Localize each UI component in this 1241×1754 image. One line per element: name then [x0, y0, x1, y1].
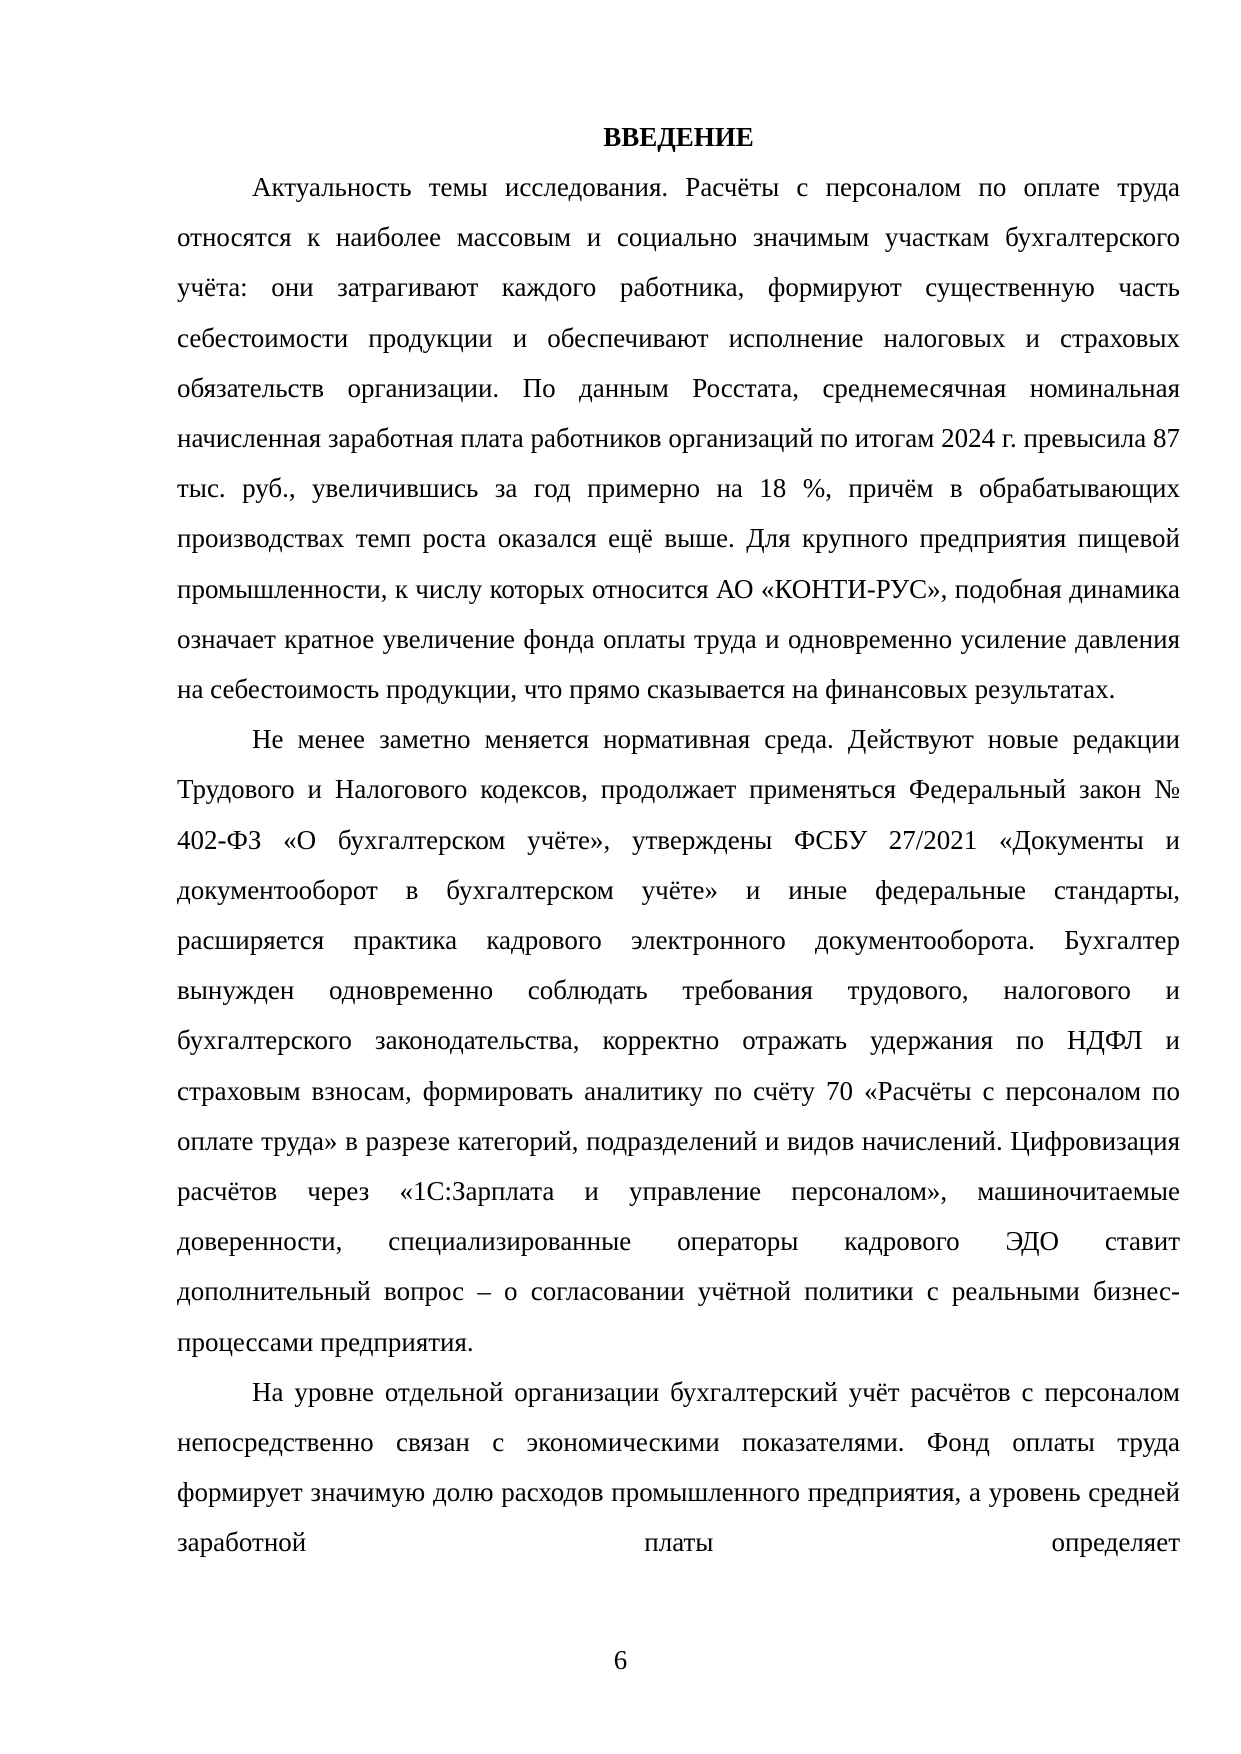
section-heading: ВВЕДЕНИЕ: [603, 122, 754, 152]
paragraph-regulatory: Не менее заметно меняется нормативная среда. Действуют новые редакции Трудового и Налогового кодексов, продолжает применяться Федеральный закон № 402-ФЗ «О бухгалтерском учёте», утверждены ФСБУ 27/2021 «Документы и документооборот в бухгалтерском учёте» и иные федеральные стандарты, расширяется практика кадрового электронного документооборота. Бухгалтер вынужден одновременно соблюдать требования трудового, налогового и бухгалтерского законодательства, корректно отражать удержания по НДФЛ и страховым взносам, формировать аналитику по счёту 70 «Расчёты с персоналом по оплате труда» в разрезе категорий, подразделений и видов начислений. Цифровизация расчётов через «1С:Зарплата и управление персоналом», машиночитаемые доверенности, специализированные операторы кадрового ЭДО ставит дополнительный вопрос – о согласовании учётной политики с реальными бизнес-процессами предприятия.: [177, 724, 1180, 1357]
paragraph-organization: На уровне отдельной организации бухгалтерский учёт расчётов с персоналом непосредственно связан с экономическими показателями. Фонд оплаты труда формирует значимую долю расходов промышленного предприятия, а уровень средней заработной платы определяет: [177, 1376, 1180, 1558]
paragraph-relevance: Актуальность темы исследования. Расчёты с персоналом по оплате труда относятся к наиболее массовым и социально значимым участкам бухгалтерского учёта: они затрагивают каждого работника, формируют существенную часть себестоимости продукции и обеспечивают исполнение налоговых и страховых обязательств организации. По данным Росстата, среднемесячная номинальная начисленная заработная плата работников организаций по итогам 2024 г. превысила 87 тыс. руб., увеличившись за год примерно на 18 %, причём в обрабатывающих производствах темп роста оказался ещё выше. Для крупного предприятия пищевой промышленности, к числу которых относится АО «КОНТИ-РУС», подобная динамика означает кратное увеличение фонда оплаты труда и одновременно усиление давления на себестоимость продукции, что прямо сказывается на финансовых результатах.: [177, 172, 1180, 705]
page-content: [177, 112, 1180, 1568]
page-number: 6: [613, 1645, 628, 1675]
